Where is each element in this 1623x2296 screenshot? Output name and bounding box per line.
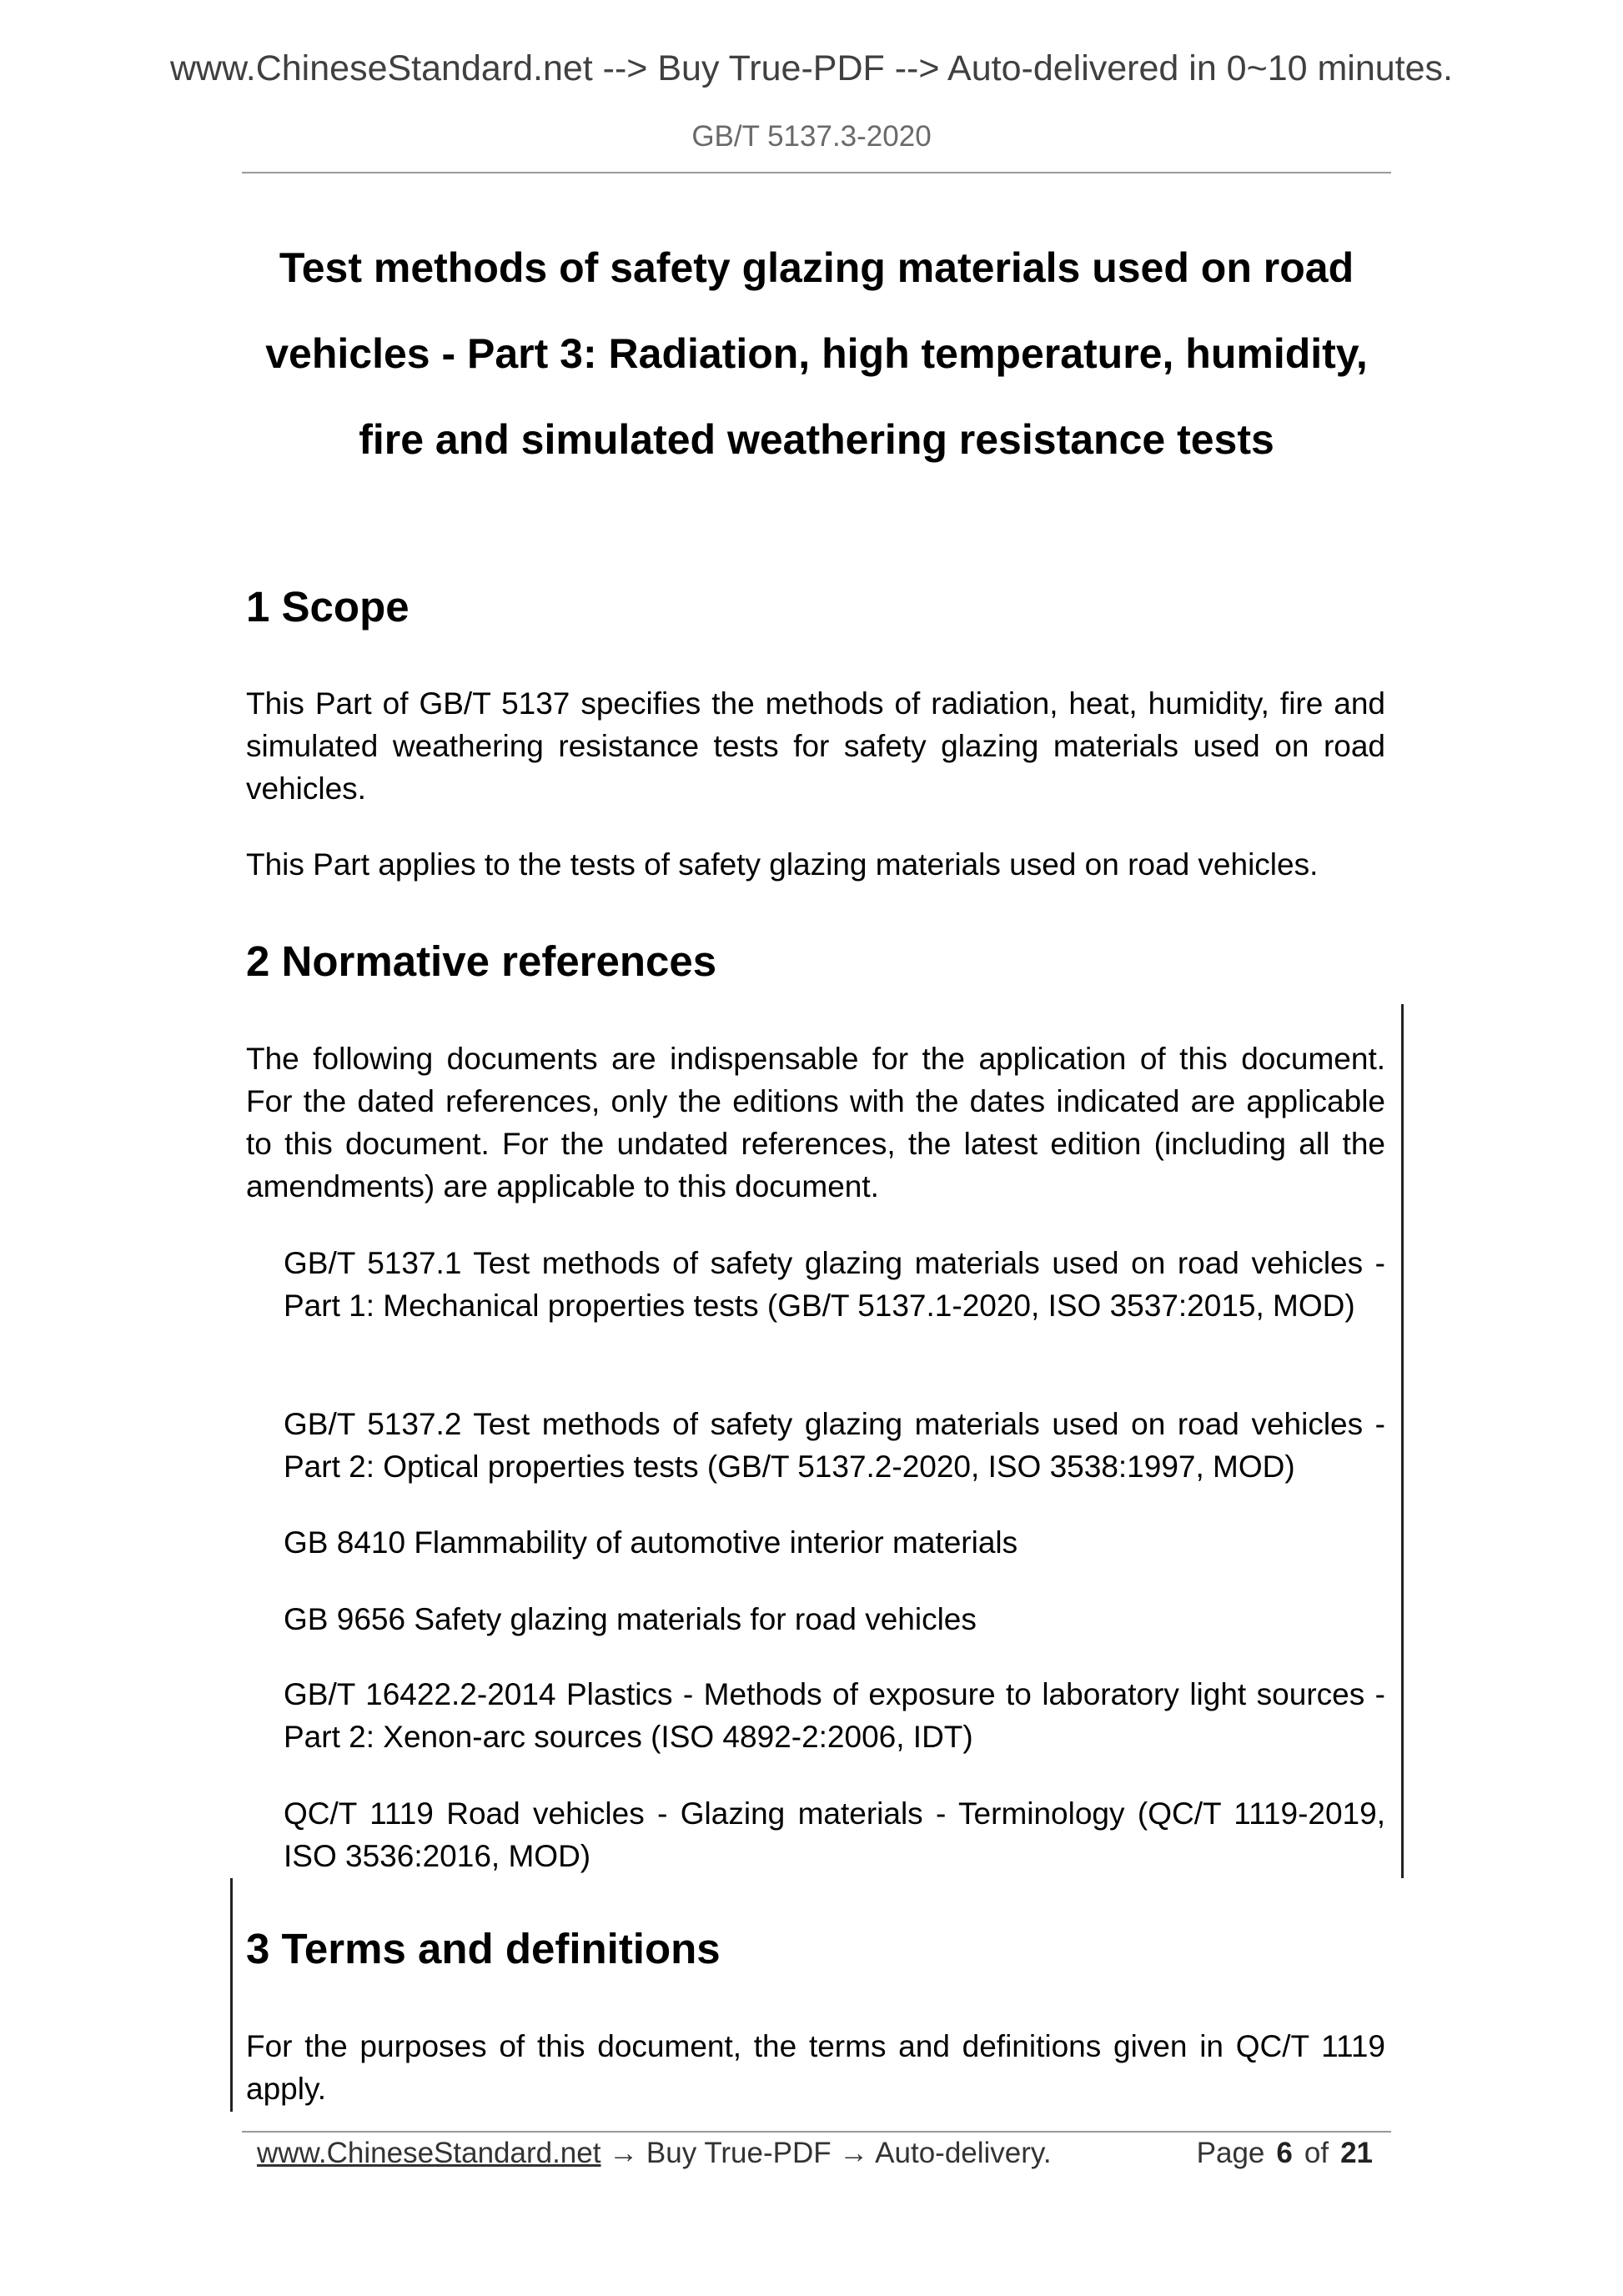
scope-paragraph-1: This Part of GB/T 5137 specifies the methods of radiation, heat, humidity, fire and simulated weathering resistance tests for safety glazing materials used on road vehicles. [246, 686, 1385, 806]
document-title [242, 225, 1391, 483]
title-line-2: vehicles - Part 3: Radiation, high temperature, humidity, [265, 330, 1368, 377]
reference-item: GB/T 16422.2-2014 Plastics - Methods of exposure to laboratory light sources - Part 2: Xenon-arc sources (ISO 4892-2:2006, IDT) [284, 1677, 1385, 1754]
footer-tagline: → Buy True-PDF → Auto-delivery. [600, 2137, 1052, 2169]
scope-heading: 1 Scope [246, 583, 410, 631]
top-banner: www.ChineseStandard.net --> Buy True-PDF --> Auto-delivered in 0~10 minutes. [169, 48, 1453, 88]
reference-item: QC/T 1119 Road vehicles - Glazing materials - Terminology (QC/T 1119-2019, ISO 3536:2016, MOD) [284, 1796, 1385, 1873]
reference-item: GB 9656 Safety glazing materials for road vehicles [284, 1602, 977, 1636]
page-indicator [1197, 2133, 1373, 2174]
revision-bar-left [230, 1878, 233, 2112]
title-line-1: Test methods of safety glazing materials used on road [279, 244, 1354, 291]
terms-heading: 3 Terms and definitions [246, 1925, 721, 1972]
title-line-3: fire and simulated weathering resistance tests [359, 416, 1274, 463]
normative-references-heading: 2 Normative references [246, 937, 717, 985]
scope-paragraph-2: This Part applies to the tests of safety glazing materials used on road vehicles. [246, 847, 1319, 882]
footer-site-link[interactable]: www.ChineseStandard.net [257, 2137, 601, 2169]
reference-item: GB/T 5137.2 Test methods of safety glazing materials used on road vehicles - Part 2: Optical properties tests (GB/T 5137.2-2020, ISO 3538:1997, MOD) [284, 1407, 1385, 1484]
footer-left [257, 2133, 1052, 2174]
normative-intro: The following documents are indispensable for the application of this document. For the dated references, only the editions with the dates indicated are applicable to this document. For the undated references, the latest edition (including all the amendments) are applicable to this document. [246, 1042, 1385, 1203]
terms-paragraph: For the purposes of this document, the terms and definitions given in QC/T 1119 apply. [246, 2029, 1385, 2106]
reference-item: GB/T 5137.1 Test methods of safety glazing materials used on road vehicles - Part 1: Mechanical properties tests (GB/T 5137.1-2020, ISO 3537:2015, MOD) [284, 1246, 1385, 1323]
of-label: of [1304, 2137, 1329, 2169]
standard-code: GB/T 5137.3-2020 [691, 120, 932, 153]
revision-bar-right [1401, 1004, 1404, 1878]
reference-item: GB 8410 Flammability of automotive interior materials [284, 1525, 1018, 1560]
header-divider [242, 172, 1391, 173]
page-number: 6 [1276, 2137, 1293, 2169]
page-label: Page [1196, 2137, 1265, 2169]
page-total: 21 [1340, 2137, 1373, 2169]
